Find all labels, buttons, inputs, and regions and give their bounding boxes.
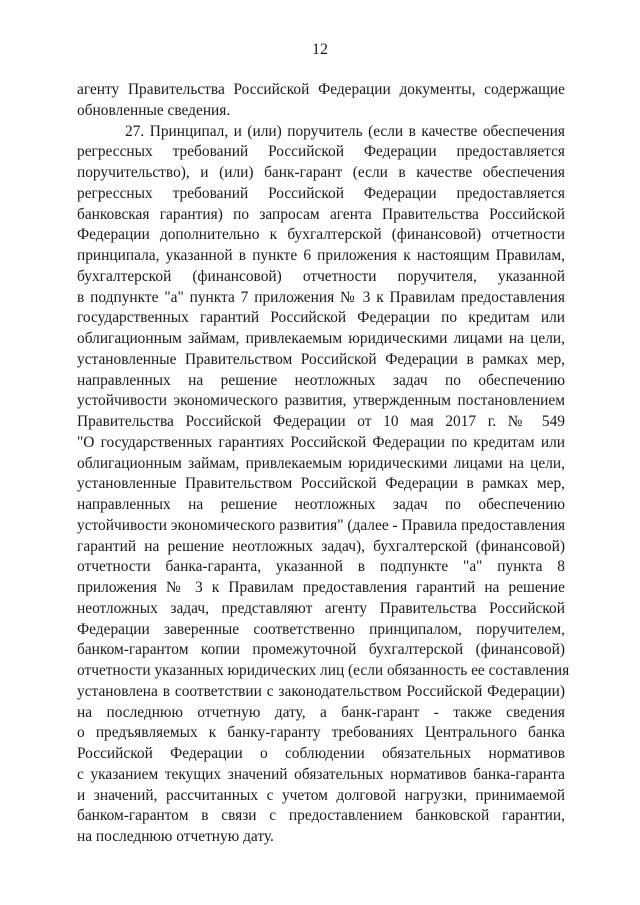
text-line: гарантий на решение неотложных задач), бухгалтерской (финансовой) [77,537,565,555]
text-line: о предъявляемых к банку-гаранту требованиях Центрального банка [77,724,565,742]
text-line: 27. Принципал, и (или) поручитель (если в качестве обеспечения [125,122,565,140]
body-text [77,80,570,848]
text-line: банком-гарантом копии промежуточной бухгалтерской (финансовой) [77,641,565,659]
text-line: "О государственных гарантиях Российской Федерации по кредитам или [77,433,565,451]
text-line: банком-гарантом в связи с предоставлением банковской гарантии, [77,807,565,825]
text-line: на последнюю отчетную дату. [77,828,274,845]
text-line: государственных гарантий Российской Федерации по кредитам или [77,309,565,327]
text-line: облигационным займам, привлекаемым юридическими лицами на цели, [77,330,565,347]
text-line: в подпункте "а" пункта 7 приложения № 3 к Правилам предоставления [77,288,565,306]
text-line: и значений, рассчитанных с учетом долговой нагрузки, принимаемой [77,786,565,804]
text-line: отчетности указанных юридических лиц (если обязанность ее составления [77,662,570,679]
text-line: направленных на решение неотложных задач по обеспечению [77,371,565,389]
text-line: банковская гарантия) по запросам агента Правительства Российской [77,205,565,223]
text-line: Федерации заверенные соответственно принципалом, поручителем, [77,620,565,638]
text-line: облигационным займам, привлекаемым юридическими лицами на цели, [77,454,565,472]
text-line: поручительство), и (или) банк-гарант (если в качестве обеспечения [77,164,565,181]
text-line: с указанием текущих значений обязательных нормативов банка-гаранта [77,765,565,783]
text-line: неотложных задач, представляют агенту Правительства Российской [77,599,565,617]
text-line: установлена в соответствии с законодательством Российской Федерации) [77,682,565,700]
text-line: направленных на решение неотложных задач по обеспечению [77,496,565,513]
text-line: Правительства Российской Федерации от 10 мая 2017 г. № 549 [77,413,565,430]
text-line: отчетности банка-гаранта, указанной в подпункте "а" пункта 8 [77,558,565,576]
text-line: устойчивости экономического развития, утвержденным постановлением [77,392,565,410]
text-line: Федерации дополнительно к бухгалтерской (финансовой) отчетности [77,226,565,244]
page-number: 12 [312,41,328,58]
text-line: регрессных требований Российской Федерации предоставляется [77,184,565,202]
text-line: устойчивости экономического развития" (далее - Правила предоставления [77,516,566,534]
text-line: обновленные сведения. [77,101,231,119]
text-line: Российской Федерации о соблюдении обязательных нормативов [77,745,565,762]
text-line: регрессных требований Российской Федерации предоставляется [77,143,565,161]
text-line: приложения № 3 к Правилам предоставления гарантий на решение [77,579,565,596]
text-line: принципала, указанной в пункте 6 приложения к настоящим Правилам, [77,247,565,264]
text-line: бухгалтерской (финансовой) отчетности поручителя, указанной [77,267,565,285]
text-line: на последнюю отчетную дату, а банк-гарант - также сведения [77,703,565,721]
text-line: агенту Правительства Российской Федерации документы, содержащие [77,81,565,98]
text-line: установленные Правительством Российской Федерации в рамках мер, [77,475,565,493]
text-line: установленные Правительством Российской Федерации в рамках мер, [77,350,565,368]
